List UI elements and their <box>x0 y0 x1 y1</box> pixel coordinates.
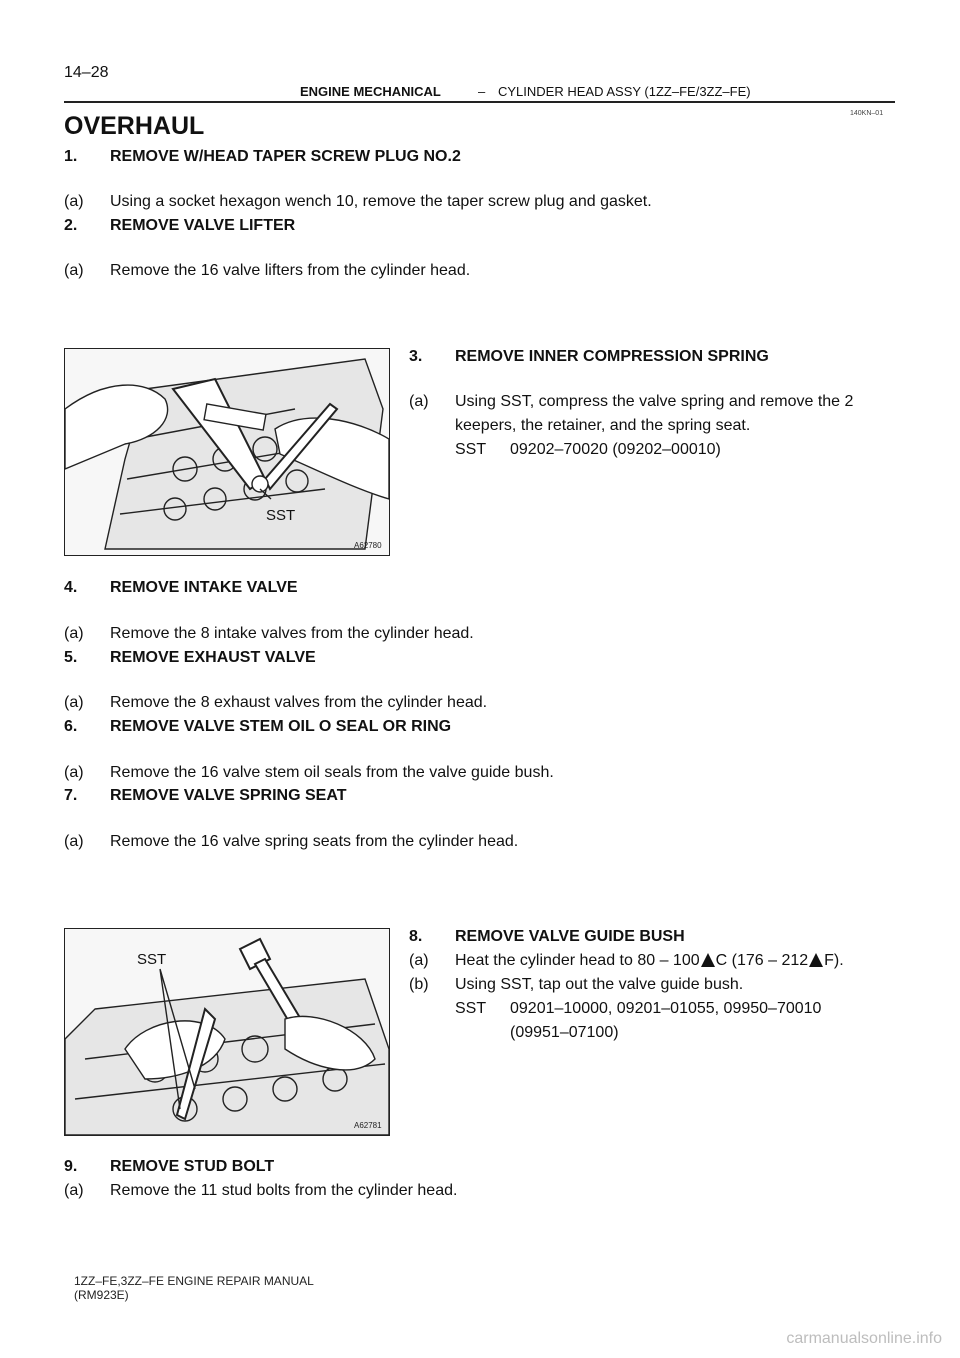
figure-1-sst-label: SST <box>266 507 296 524</box>
step-6-number: 6. <box>64 718 78 735</box>
step-3-sst-label: SST <box>455 441 487 458</box>
header-rule <box>64 101 895 103</box>
engine-illustration-1 <box>65 349 389 555</box>
step-4-title: REMOVE INTAKE VALVE <box>110 579 298 596</box>
step-8a-text <box>455 952 844 970</box>
step-1-number: 1. <box>64 148 78 165</box>
step-5-number: 5. <box>64 649 78 666</box>
step-8a-text-part1: Heat the cylinder head to 80 – 100 <box>455 952 700 969</box>
engine-illustration-2 <box>65 929 389 1135</box>
step-1a-text: Using a socket hexagon wench 10, remove the taper screw plug and gasket. <box>110 193 652 210</box>
step-4-number: 4. <box>64 579 78 596</box>
step-7-title: REMOVE VALVE SPRING SEAT <box>110 787 347 804</box>
step-8-sst-label: SST <box>455 1000 487 1017</box>
step-5a-text: Remove the 8 exhaust valves from the cylinder head. <box>110 694 488 711</box>
step-8b-text: Using SST, tap out the valve guide bush. <box>455 976 744 993</box>
step-7a-label: (a) <box>64 833 84 850</box>
step-2a-label: (a) <box>64 262 84 279</box>
step-9a-label: (a) <box>64 1182 84 1199</box>
step-8a-label: (a) <box>409 952 429 969</box>
figure-1-code: A62780 <box>354 541 382 550</box>
step-8-sst-value-line2: (09951–07100) <box>510 1024 619 1041</box>
step-4a-label: (a) <box>64 625 84 642</box>
page-number: 14–28 <box>64 64 109 81</box>
step-3-title: REMOVE INNER COMPRESSION SPRING <box>455 348 769 365</box>
step-8a-text-part3: F). <box>824 952 844 969</box>
step-8-title: REMOVE VALVE GUIDE BUSH <box>455 928 685 945</box>
doc-code: 140KN–01 <box>850 110 884 117</box>
section-name: ENGINE MECHANICAL <box>300 84 441 99</box>
watermark: carmanualsonline.info <box>786 1330 942 1347</box>
page-title: OVERHAUL <box>64 112 205 140</box>
step-3-sst-value: 09202–70020 (09202–00010) <box>510 441 721 458</box>
step-8a-text-part2: C (176 – 212 <box>715 952 809 969</box>
step-7-number: 7. <box>64 787 78 804</box>
step-5-title: REMOVE EXHAUST VALVE <box>110 649 316 666</box>
step-3a-label: (a) <box>409 393 429 410</box>
figure-sst-compress-spring <box>64 348 390 556</box>
step-3-number: 3. <box>409 348 423 365</box>
step-5a-label: (a) <box>64 694 84 711</box>
header-title: CYLINDER HEAD ASSY (1ZZ–FE/3ZZ–FE) <box>498 84 751 99</box>
triangle-degree-icon <box>701 953 715 967</box>
figure-2-sst-label: SST <box>137 951 167 968</box>
step-8-number: 8. <box>409 928 423 945</box>
step-2-number: 2. <box>64 217 78 234</box>
step-9-number: 9. <box>64 1158 78 1175</box>
step-9a-text: Remove the 11 stud bolts from the cylinder head. <box>110 1182 458 1199</box>
header-dash: – <box>478 84 486 99</box>
footer-manual-title: 1ZZ–FE,3ZZ–FE ENGINE REPAIR MANUAL <box>74 1274 314 1288</box>
footer-manual-code: (RM923E) <box>74 1288 129 1302</box>
step-6-title: REMOVE VALVE STEM OIL O SEAL OR RING <box>110 718 452 735</box>
step-2-title: REMOVE VALVE LIFTER <box>110 217 296 234</box>
figure-sst-guide-bush <box>64 928 390 1136</box>
step-3a-text-line2: keepers, the retainer, and the spring seat. <box>455 417 751 434</box>
step-8-sst-value-line1: 09201–10000, 09201–01055, 09950–70010 <box>510 1000 822 1017</box>
step-6a-label: (a) <box>64 764 84 781</box>
step-2a-text: Remove the 16 valve lifters from the cylinder head. <box>110 262 471 279</box>
step-9-title: REMOVE STUD BOLT <box>110 1158 275 1175</box>
step-6a-text: Remove the 16 valve stem oil seals from the valve guide bush. <box>110 764 554 781</box>
step-1-title: REMOVE W/HEAD TAPER SCREW PLUG NO.2 <box>110 148 461 165</box>
figure-2-code: A62781 <box>354 1121 382 1130</box>
step-1a-label: (a) <box>64 193 84 210</box>
triangle-degree-icon <box>809 953 823 967</box>
step-8b-label: (b) <box>409 976 429 993</box>
step-3a-text-line1: Using SST, compress the valve spring and remove the 2 <box>455 393 854 410</box>
step-7a-text: Remove the 16 valve spring seats from the cylinder head. <box>110 833 519 850</box>
step-4a-text: Remove the 8 intake valves from the cylinder head. <box>110 625 474 642</box>
